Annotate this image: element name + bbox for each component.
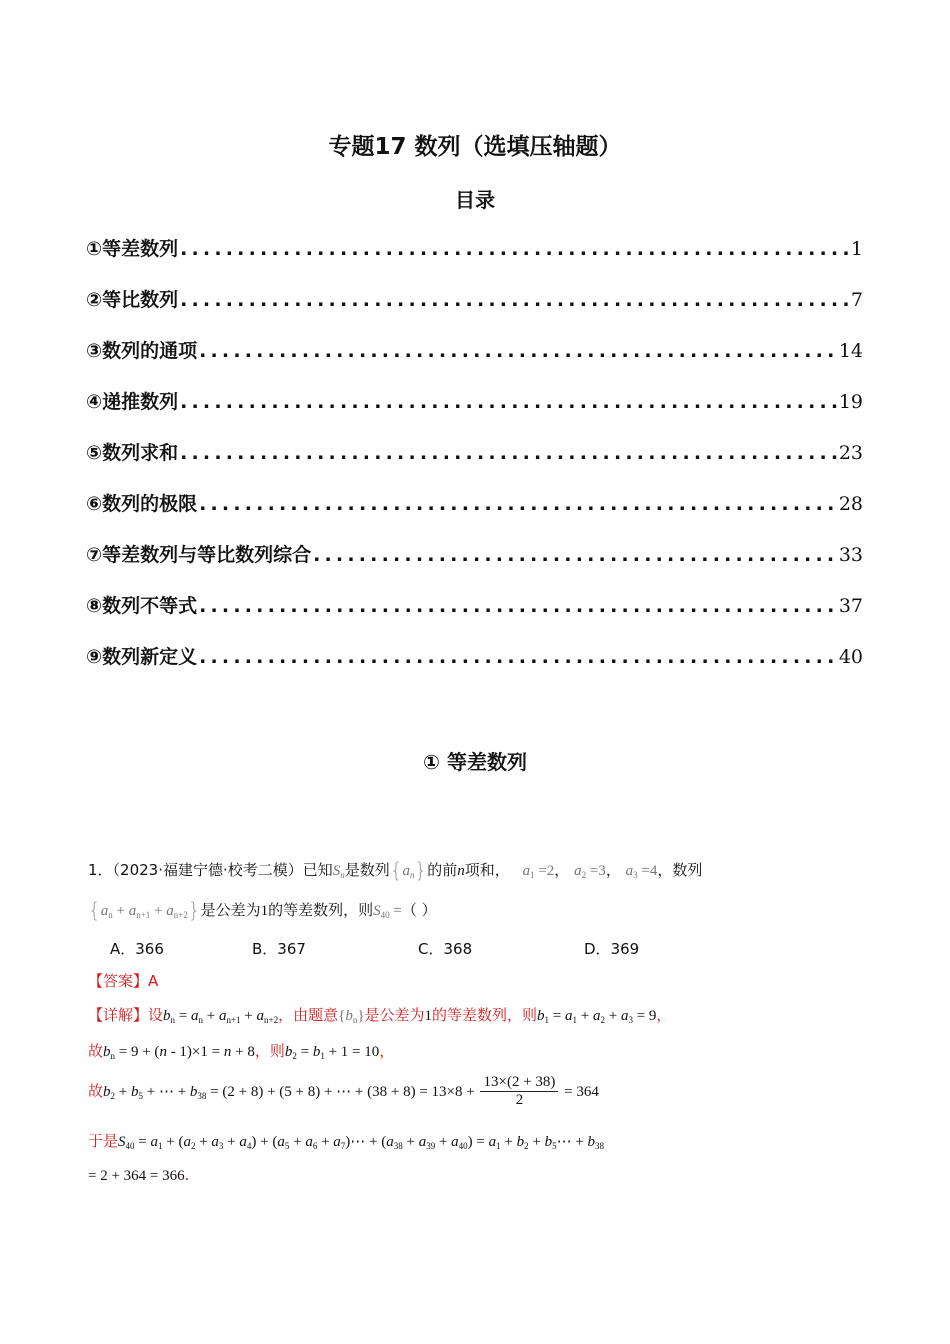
toc-leader-dots — [199, 595, 837, 617]
detail-line-1: 【详解】设$b_n = a_n + a_{n+1} + a_{n+2}$，由题意$\{b_n\}$是公差为1的等差数列，则$b_1 = a_1 + a_2 + a_3 = 9$， — [88, 1006, 672, 1025]
toc-item-3[interactable] — [86, 336, 863, 366]
toc-item-7[interactable] — [86, 540, 863, 570]
toc-item-label: ⑦等差数列与等比数列综合 — [86, 544, 312, 566]
toc-item-page: 23 — [838, 442, 863, 464]
question-source: （2023·福建宁德·校考二模） — [112, 861, 303, 879]
toc-item-page: 37 — [838, 595, 863, 617]
toc-item-label: ⑤数列求和 — [86, 442, 179, 464]
detail-line-5: = 2 + 364 = 366. — [88, 1166, 190, 1184]
toc-item-page: 33 — [838, 544, 863, 566]
toc-item-4[interactable] — [86, 387, 863, 417]
toc-leader-dots — [199, 646, 837, 668]
toc-item-9[interactable] — [86, 642, 863, 672]
toc-leader-dots — [199, 493, 837, 515]
detail-line-3: 故$b_2 + b_5$ + ⋯ + $b_{38} = (2 + 8) + (5 + 8)$ + ⋯ + (38 + 8) = 13×8 + $\frac{13\times(2 + 38)}{2}$ = 364 — [88, 1074, 599, 1108]
section-heading: ① 等差数列 — [423, 750, 527, 774]
toc-item-label: ⑨数列新定义 — [86, 646, 198, 668]
detail-line-4: 于是$S_{40} = a_1 + (a_2 + a_3 + a_4) + (a_5 + a_6$ + $a_7)\cdots + (a_{38} + a_{39} + a_{40}) = a_1 + b_2$ + $b_5\cdots + b_{38}$ — [88, 1132, 605, 1151]
math-a1: $a_1 =2$ — [522, 863, 555, 880]
math-Sn: $S_n$ — [332, 863, 345, 880]
toc-item-label: ①等差数列 — [86, 238, 179, 260]
toc-item-1[interactable] — [86, 234, 863, 264]
toc-item-label: ③数列的通项 — [86, 340, 198, 362]
toc-leader-dots — [180, 391, 837, 413]
answer-label: 【答案】 — [88, 972, 149, 990]
toc-leader-dots — [180, 238, 849, 260]
math-seq-sum: $a_n + a_{n+1} + a_{n+2}$ — [100, 903, 188, 920]
option-b[interactable]: B．367 — [252, 940, 306, 958]
option-a[interactable]: A．366 — [110, 940, 164, 958]
answer-value: A — [148, 972, 159, 990]
toc-item-2[interactable] — [86, 285, 863, 315]
toc-leader-dots — [199, 340, 837, 362]
toc-item-page: 1 — [850, 238, 863, 260]
toc-item-label: ⑥数列的极限 — [86, 493, 198, 515]
option-d[interactable]: D．369 — [584, 940, 640, 958]
toc-item-page: 7 — [850, 289, 863, 311]
toc-item-6[interactable] — [86, 489, 863, 519]
toc-title: 目录 — [455, 188, 495, 212]
toc-item-page: 28 — [838, 493, 863, 515]
toc-item-label: ②等比数列 — [86, 289, 179, 311]
toc-item-label: ④递推数列 — [86, 391, 179, 413]
option-c[interactable]: C．368 — [418, 940, 473, 958]
fraction: $\frac{13\times(2 + 38)}{2}$ — [480, 1074, 558, 1109]
toc-item-label: ⑧数列不等式 — [86, 595, 198, 617]
question-number: 1． — [88, 861, 113, 879]
question-line-1: 1．（2023·福建宁德·校考二模）已知$S_n$是数列$\{a_n\}$的前n项和， $a_1 =2$， $a_2 =3$， $a_3 =4$，数列 — [88, 858, 703, 882]
detail-label: 【详解】 — [88, 1006, 149, 1024]
toc-item-8[interactable] — [86, 591, 863, 621]
toc-leader-dots — [180, 442, 837, 464]
toc-item-page: 14 — [838, 340, 863, 362]
math-S40: $S_{40}$ = — [373, 903, 402, 920]
toc-leader-dots — [180, 289, 849, 311]
page-title: 专题17 数列（选填压轴题） — [328, 134, 622, 160]
math-a3: $a_3 =4$ — [625, 863, 658, 880]
answer-line — [88, 970, 158, 991]
math-a2: $a_2 =3$ — [574, 863, 606, 880]
question-line-2: $\{a_n + a_{n+1} + a_{n+2}\}$是公差为1的等差数列，则$S_{40}$ =（ ） — [88, 898, 437, 922]
toc-item-page: 19 — [838, 391, 863, 413]
toc-item-page: 40 — [838, 646, 863, 668]
toc-item-5[interactable] — [86, 438, 863, 468]
detail-line-2: 故$b_n = 9 + (n - 1)\times 1 = n + 8$，则$b_2 = b_1 + 1 = 10$， — [88, 1042, 395, 1061]
toc-leader-dots — [313, 544, 837, 566]
